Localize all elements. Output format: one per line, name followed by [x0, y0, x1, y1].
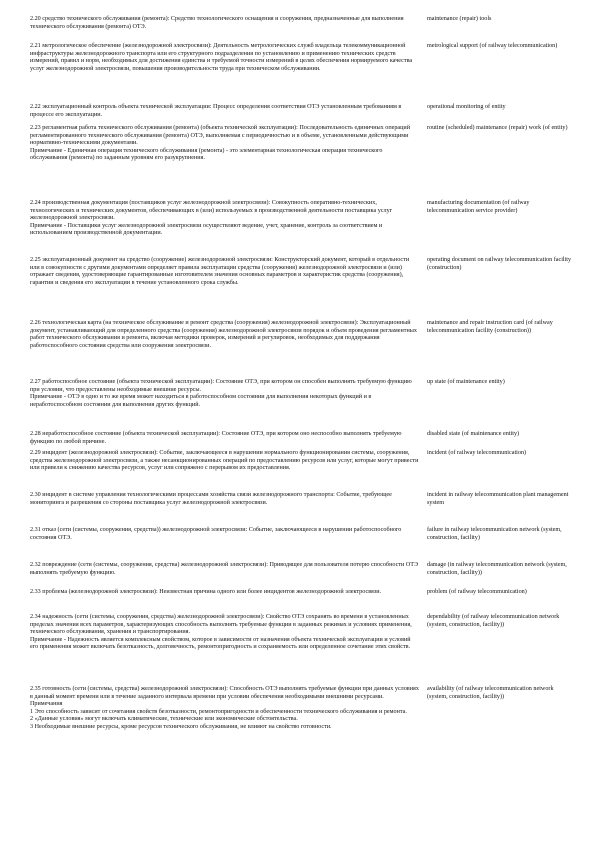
term-english-equivalent: metrological support (of railway telecommunication)	[427, 43, 558, 49]
term-definition: 2.34 надежность (сети (системы, сооружения, средства) железнодорожной электросвязи): Свойство ОТЭ сохранять во времени в установленных пределах значения всех параметров, характеризующих способность выполнять требуемые функции в заданных режимах и условиях применения, технического обслуживания, хранения и транспортирования. Примечание - Надежность является комплексным свойством, которое в зависимости от назначения объекта технической эксплуатации и условий его применения может включать безотказность, долговечность, ремонтопригодность и сохраняемость или определенное сочетание этих свойств.	[30, 614, 412, 651]
term-definition: 2.35 готовность (сети (системы, средства) железнодорожной электросвязи): Способность ОТЭ выполнять требуемые функции при данных условиях в данный момент времени или в течение заданного интервала времени при условии обеспечения необходимыми внешними ресурсами. Примечания 1 Это способность зависит от сочетания свойств безотказности, ремонтопригодности и обеспеченности технического обслуживания и ремонта. 2 «Данные условия» могут включать климатические, технические или экономические обстоятельства. 3 Необходимые внешние ресурсы, кроме ресурсов технического обслуживания, не влияют на свойство готовности.	[30, 686, 419, 730]
term-english-equivalent: maintenance and repair instruction card (of railway telecommunication facility (construction))	[427, 320, 553, 334]
term-english-equivalent: maintenance (repair) tools	[427, 16, 492, 22]
term-english-equivalent: availability (of railway telecommunication network (system, construction, facility))	[427, 686, 554, 700]
term-english-equivalent: operating document on railway telecommunication facility (construction)	[427, 257, 572, 271]
term-english-equivalent: problem (of railway telecommunication)	[427, 589, 527, 595]
term-english-equivalent: failure in railway telecommunication network (system, construction, facility)	[427, 527, 562, 541]
term-english-equivalent: disabled state (of maintenance entity)	[427, 431, 520, 437]
term-definition: 2.25 эксплуатационный документ на средство (сооружение) железнодорожной электросвязи: Конструкторский документ, который в отдельности или в совокупности с другими документами определяет правила эксплуатации средства (сооружения) железнодорожной электросвязи и (или) отражает сведения, удостоверяющие гарантированные изготовителем значения основных параметров и характеристик средства (сооружения), гарантии и сведения его эксплуатации в течение установленного срока службы.	[30, 257, 410, 286]
term-english-equivalent: damage (in railway telecommunication network (system, construction, facility))	[427, 562, 567, 576]
term-english-equivalent: up state (of maintenance entity)	[427, 379, 505, 385]
term-definition: 2.21 метрологическое обеспечение (железнодорожной электросвязи): Деятельность метрологических служб владельца телекоммуникационной инфраструктуры железнодорожного транспорта или его структурного подразделения по установлению и применению технических средств измерений, правил и норм, необходимых для достижения единства и требуемой точности измерений в целях обеспечения нормируемого качества услуг железнодорожной электросвязи, повышения производительности труда при техническом обслуживании.	[30, 43, 413, 72]
term-english-equivalent: incident (of railway telecommunication)	[427, 450, 527, 456]
term-definition: 2.32 повреждение (сети (системы, сооружения, средства) железнодорожной электросвязи): Приводящее для пользователя потерю способности ОТЭ выполнять требуемую функцию.	[30, 562, 419, 576]
term-definition: 2.26 технологическая карта (на техническое обслуживание и ремонт средства (сооружения) железнодорожной электросвязи): Эксплуатационный документ, устанавливающий для определенного средства (сооружения) железнодорожной электросвязи порядок и объем проведения регламентных работ технического обслуживания и ремонта, включая методики проверок, измерений и регулировок, необходимых для поддержания работоспособного состояния средства или сооружения электросвязи.	[30, 320, 417, 349]
term-english-equivalent: routine (scheduled) maintenance (repair) work (of entity)	[427, 125, 568, 131]
term-definition: 2.28 неработоспособное состояние (объекта технической эксплуатации): Состояние ОТЭ, при котором оно неспособно выполнять требуемую функцию по любой причине.	[30, 431, 402, 445]
term-definition: 2.29 инцидент (железнодорожной электросвязи): Событие, заключающееся в нарушении нормального функционирования системы, сооружения, средства железнодорожной электросвязи, а также несанкционированных операций по предоставлению ресурсов или услуг, которые могут привести или привели к снижению качества ресурсов, услуг или сопряжено с перерывом их предоставления.	[30, 450, 419, 472]
term-definition: 2.30 инцидент в системе управления технологическими процессами хозяйства связи железнодорожного транспорта: Событие, требующее мониторинга и разрешения со стороны поставщика услуг железнодорожной электросвязи.	[30, 492, 392, 506]
term-english-equivalent: manufacturing documentation (of railway telecommunication service provider)	[427, 200, 530, 214]
term-definition: 2.27 работоспособное состояние (объекта технической эксплуатации): Состояние ОТЭ, при котором он способен выполнять требуемую функцию при условии, что предоставлены необходимые внешние ресурсы. Примечание - ОТЭ в одно и то же время может находиться в работоспособном состоянии для выполнения некоторых функций и в неработоспособном состоянии для выполнения других функций.	[30, 379, 412, 408]
term-definition: 2.22 эксплуатационный контроль объекта технической эксплуатации: Процесс определения соответствия ОТЭ установленным требованиям в процессе его эксплуатации.	[30, 104, 402, 118]
term-english-equivalent: operational monitoring of entity	[427, 104, 506, 110]
term-english-equivalent: dependability (of railway telecommunication network (system, construction, facility))	[427, 614, 560, 628]
term-definition: 2.31 отказ (сети (системы, сооружения, средства)) железнодорожной электросвязи: Событие, заключающееся в нарушении работоспособного состояния ОТЭ.	[30, 527, 402, 541]
term-definition: 2.20 средство технического обслуживания (ремонта): Средство технологического оснащения и сооружения, предназначенные для выполнения технического обслуживания (ремонта) ОТЭ.	[30, 16, 404, 30]
term-definition: 2.23 регламентная работа технического обслуживания (ремонта) (объекта технической эксплуатации): Последовательность единичных операций регламентированного технического обслуживания (ремонта) ОТЭ, выполняемая с периодичностью и в объеме, установленными действующими нормативно-техническими документами. Примечание - Единичная операция технического обслуживания (ремонта) - это элементарная технологическая операция технического обслуживания (ремонта) по заданным уровням его разукрупнения.	[30, 125, 410, 162]
term-english-equivalent: incident in railway telecommunication plant management system	[427, 492, 569, 506]
term-definition: 2.24 производственная документация (поставщиков услуг железнодорожной электросвязи): Совокупность оперативно-технических, технологических и технических документов, обеспечивающих в (или) используемых в производственной деятельности поставщика услуг железнодорожной электросвязи. Примечание - Поставщики услуг железнодорожной электросвязи осуществляют ведение, учет, хранение, контроль за соответствием и использованием производственной документации.	[30, 200, 393, 237]
term-definition: 2.33 проблема (железнодорожной электросвязи): Неизвестная причина одного или более инцидентов железнодорожной электросвязи.	[30, 589, 382, 595]
